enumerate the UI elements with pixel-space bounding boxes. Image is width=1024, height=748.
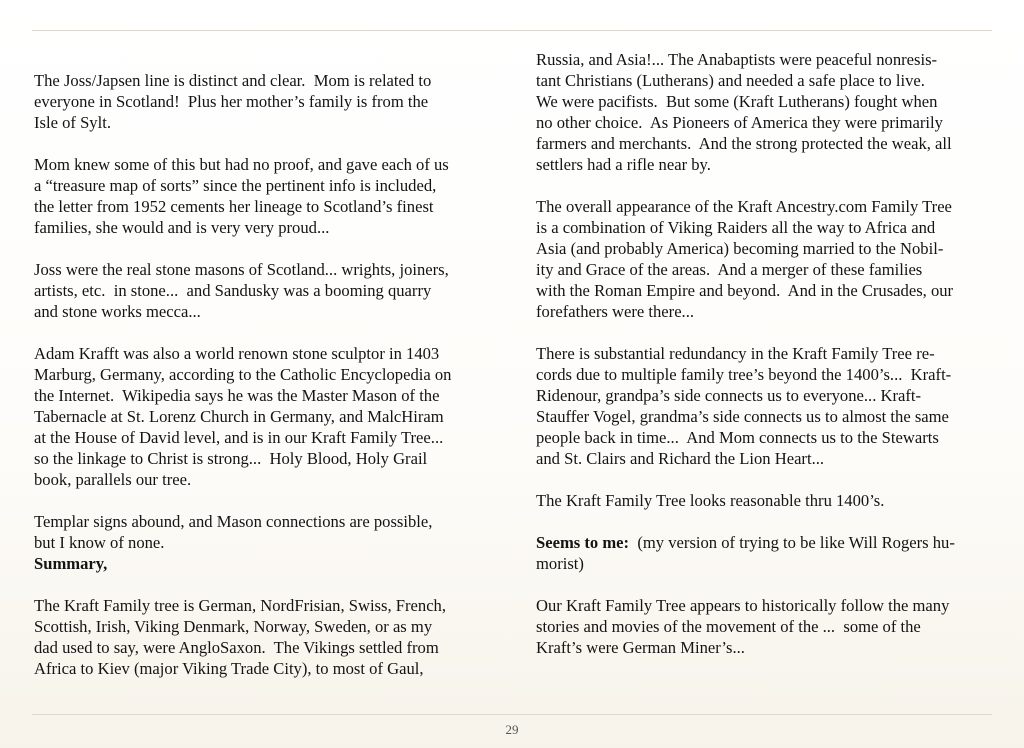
paragraph-historical-follow [536, 595, 996, 658]
text-line: everyone in Scotland! Plus her mother’s family is from the [34, 92, 429, 111]
text-line: Templar signs abound, and Mason connections are possible, [34, 512, 433, 531]
bottom-rule [32, 714, 992, 715]
text-line: (my version of trying to be like Will Rogers hu- [629, 533, 955, 552]
text-line: is a combination of Viking Raiders all the way to Africa and [536, 218, 936, 237]
text-line: so the linkage to Christ is strong... Holy Blood, Holy Grail [34, 449, 428, 468]
text-line: no other choice. As Pioneers of America they were primarily [536, 113, 943, 132]
text-line: Adam Krafft was also a world renown stone sculptor in 1403 [34, 344, 440, 363]
summary-heading: Summary, [34, 554, 108, 573]
right-column [536, 49, 996, 658]
text-line: a “treasure map of sorts” since the pertinent info is included, [34, 176, 437, 195]
paragraph-seems-to-me [536, 532, 996, 574]
text-line: with the Roman Empire and beyond. And in the Crusades, our [536, 281, 954, 300]
paragraph-anabaptists [536, 49, 996, 175]
paragraph-overall-appearance [536, 196, 996, 322]
text-line: stories and movies of the movement of the ... some of the [536, 617, 921, 636]
text-line: The Kraft Family Tree looks reasonable thru 1400’s. [536, 491, 885, 510]
text-line: and St. Clairs and Richard the Lion Heart... [536, 449, 825, 468]
paragraph-reasonable [536, 490, 996, 511]
text-line: book, parallels our tree. [34, 470, 192, 489]
text-line: Our Kraft Family Tree appears to historically follow the many [536, 596, 950, 615]
text-line: the letter from 1952 cements her lineage to Scotland’s finest [34, 197, 434, 216]
text-line: Tabernacle at St. Lorenz Church in Germany, and MalcHiram [34, 407, 444, 426]
left-column [34, 70, 494, 679]
text-line: The Kraft Family tree is German, NordFrisian, Swiss, French, [34, 596, 446, 615]
text-line: Joss were the real stone masons of Scotland... wrights, joiners, [34, 260, 449, 279]
text-line: Africa to Kiev (major Viking Trade City), to most of Gaul, [34, 659, 424, 678]
text-line: The overall appearance of the Kraft Ancestry.com Family Tree [536, 197, 952, 216]
text-line: cords due to multiple family tree’s beyond the 1400’s... Kraft- [536, 365, 952, 384]
text-line: We were pacifists. But some (Kraft Lutherans) fought when [536, 92, 938, 111]
paragraph-stone-masons [34, 259, 494, 322]
page-number: 29 [505, 722, 519, 737]
text-line: Stauffer Vogel, grandma’s side connects us to almost the same [536, 407, 949, 426]
paragraph-templar [34, 511, 494, 574]
paragraph-treasure-map [34, 154, 494, 238]
text-line: The Joss/Japsen line is distinct and clear. Mom is related to [34, 71, 432, 90]
paragraph-kraft-family-origins [34, 595, 494, 679]
text-line: Asia (and probably America) becoming married to the Nobil- [536, 239, 944, 258]
text-line: and stone works mecca... [34, 302, 201, 321]
text-line: at the House of David level, and is in our Kraft Family Tree... [34, 428, 444, 447]
text-line: farmers and merchants. And the strong protected the weak, all [536, 134, 952, 153]
text-line: Scottish, Irish, Viking Denmark, Norway, Sweden, or as my [34, 617, 433, 636]
paragraph-joss-line [34, 70, 494, 133]
text-line: tant Christians (Lutherans) and needed a safe place to live. [536, 71, 925, 90]
text-line: ity and Grace of the areas. And a merger of these families [536, 260, 923, 279]
text-line: artists, etc. in stone... and Sandusky was a booming quarry [34, 281, 432, 300]
paragraph-adam-krafft [34, 343, 494, 490]
text-line: forefathers were there... [536, 302, 695, 321]
text-line: families, she would and is very very proud... [34, 218, 330, 237]
text-line: Isle of Sylt. [34, 113, 111, 132]
text-line: but I know of none. [34, 533, 165, 552]
text-line: Ridenour, grandpa’s side connects us to everyone... Kraft- [536, 386, 922, 405]
text-line: Kraft’s were German Miner’s... [536, 638, 745, 657]
text-line: Mom knew some of this but had no proof, and gave each of us [34, 155, 449, 174]
text-line: settlers had a rifle near by. [536, 155, 711, 174]
paragraph-redundancy [536, 343, 996, 469]
text-line: morist) [536, 554, 584, 573]
text-line: people back in time... And Mom connects us to the Stewarts [536, 428, 939, 447]
text-line: Marburg, Germany, according to the Catholic Encyclopedia on [34, 365, 452, 384]
top-rule [32, 30, 992, 31]
text-line: the Internet. Wikipedia says he was the Master Mason of the [34, 386, 440, 405]
text-line: dad used to say, were AngloSaxon. The Vikings settled from [34, 638, 439, 657]
text-line: There is substantial redundancy in the Kraft Family Tree re- [536, 344, 935, 363]
seems-to-me-label: Seems to me: [536, 533, 630, 552]
text-line: Russia, and Asia!... The Anabaptists were peaceful nonresis- [536, 50, 938, 69]
